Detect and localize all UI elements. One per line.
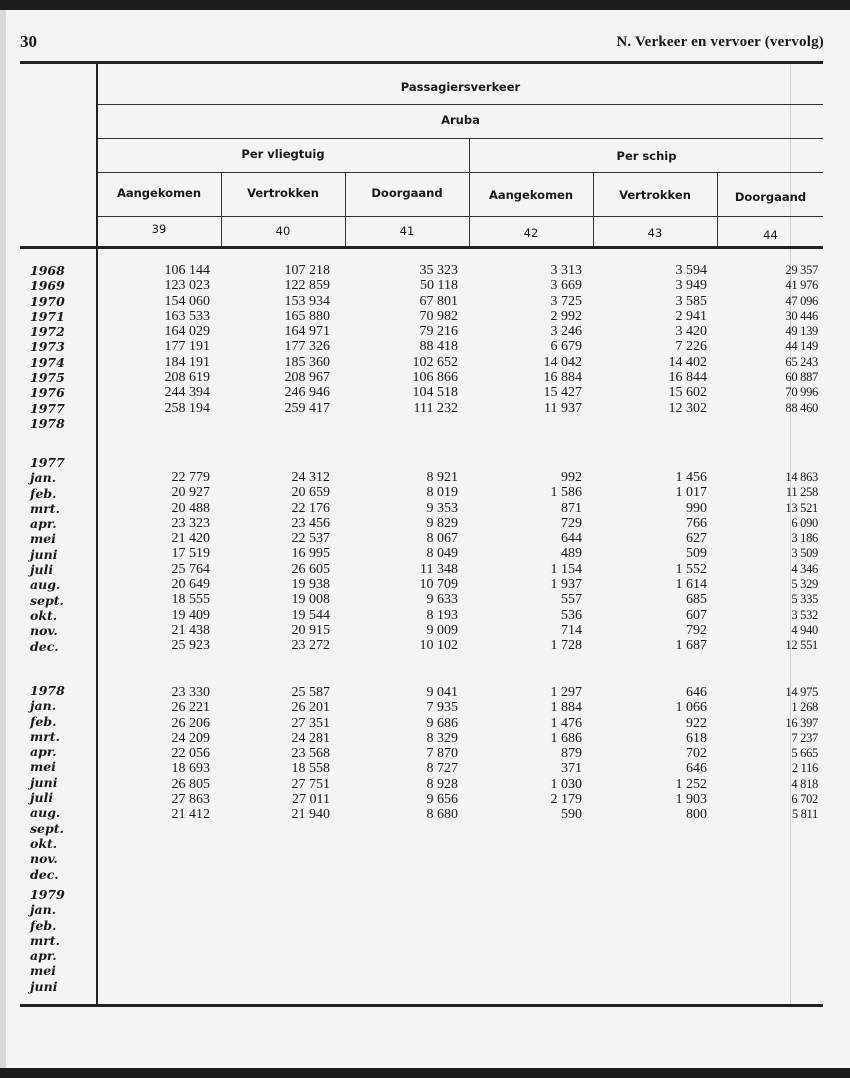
cell: 4 818	[791, 776, 818, 791]
cell: 1 686	[550, 730, 582, 746]
stub-year: 1975	[30, 370, 65, 386]
stub-month: mei	[30, 759, 56, 775]
cell: 557	[561, 592, 582, 608]
cell: 607	[686, 607, 707, 623]
monthly-1978-col-42	[500, 685, 582, 823]
cell: 644	[561, 531, 582, 547]
header-col-40-num: 40	[275, 224, 291, 238]
cell: 177 191	[164, 339, 210, 355]
annual-col-39	[130, 263, 210, 416]
cell: 15 427	[543, 385, 582, 401]
annual-col-43	[625, 263, 707, 416]
scan-top-edge	[0, 0, 850, 10]
cell: 20 649	[171, 577, 210, 593]
cell: 6 679	[550, 339, 582, 355]
cell: 8 049	[426, 546, 458, 562]
cell: 3 594	[675, 263, 707, 278]
monthly-1979-stub	[30, 887, 65, 994]
cell: 702	[686, 746, 707, 762]
header-rule-2	[98, 138, 823, 139]
cell: 879	[561, 746, 582, 762]
stub-column-divider	[96, 63, 98, 1004]
cell: 7 226	[675, 339, 707, 355]
cell: 20 659	[291, 485, 330, 501]
cell: 489	[561, 546, 582, 562]
cell: 8 680	[426, 807, 458, 823]
cell: 1 066	[675, 700, 707, 716]
cell: 165 880	[284, 308, 330, 324]
cell: 208 619	[164, 370, 210, 386]
stub-month: dec.	[30, 638, 59, 654]
header-passagiersverkeer: Passagiersverkeer	[400, 80, 521, 94]
cell: 646	[686, 761, 707, 777]
cell: 4 346	[791, 561, 818, 576]
monthly-1978-col-44	[750, 685, 818, 823]
cell: 21 420	[171, 531, 210, 547]
stub-month: mrt.	[30, 728, 60, 744]
stub-month: feb.	[30, 917, 57, 933]
stub-month: okt.	[30, 607, 58, 623]
monthly-1978-col-39	[130, 685, 210, 823]
cell: 23 323	[171, 515, 210, 531]
cell: 7 935	[426, 700, 458, 716]
cell: 19 008	[291, 592, 330, 608]
header-col-43-label: Vertrokken	[619, 188, 691, 202]
cell: 244 394	[164, 385, 210, 401]
cell: 67 801	[419, 293, 458, 309]
cell: 7 237	[791, 730, 818, 745]
cell: 20 915	[291, 622, 330, 638]
stub-year: 1973	[30, 339, 65, 355]
cell: 10 709	[419, 577, 458, 593]
scan-left-edge	[0, 10, 6, 1068]
cell: 123 023	[164, 278, 210, 294]
cell: 11 937	[544, 400, 582, 416]
cell: 184 191	[164, 354, 210, 370]
stub-month: mrt.	[30, 932, 60, 948]
cell: 25 587	[291, 685, 330, 700]
cell: 26 221	[171, 700, 210, 716]
cell: 153 934	[284, 293, 330, 309]
cell: 10 102	[419, 638, 458, 654]
cell: 618	[686, 730, 707, 746]
cell: 16 884	[543, 370, 582, 386]
cell: 1 903	[675, 792, 707, 808]
cell: 122 859	[284, 278, 330, 294]
cell: 8 193	[426, 607, 458, 623]
cell: 8 329	[426, 730, 458, 746]
cell: 24 312	[291, 470, 330, 485]
stub-month: sept.	[30, 592, 64, 608]
cell: 107 218	[284, 263, 330, 278]
header-col-44-num: 44	[763, 228, 778, 242]
cell: 23 568	[291, 746, 330, 762]
stub-year-heading: 1977	[30, 455, 65, 470]
cell: 3 313	[550, 263, 582, 278]
cell: 1 614	[675, 577, 707, 593]
annual-col-44	[750, 263, 818, 416]
stub-month: jan.	[30, 470, 57, 486]
cell: 16 397	[785, 715, 818, 730]
cell: 23 330	[171, 685, 210, 700]
header-col-42-label: Aangekomen	[488, 188, 574, 202]
stub-month: nov.	[30, 851, 58, 867]
stub-month: juni	[30, 774, 58, 790]
stub-month: apr.	[30, 948, 57, 964]
cell: 8 067	[426, 531, 458, 547]
stub-month: apr.	[30, 744, 57, 760]
monthly-1978-col-41	[380, 685, 458, 823]
stub-year: 1968	[30, 263, 65, 278]
monthly-1977-col-41	[380, 470, 458, 654]
cell: 3 949	[675, 278, 707, 294]
table-bottom-rule	[20, 1004, 823, 1007]
cell: 3 532	[791, 607, 818, 622]
cell: 23 272	[291, 638, 330, 654]
stub-month: nov.	[30, 623, 58, 639]
cell: 44 149	[785, 339, 818, 354]
stub-month: mrt.	[30, 500, 60, 516]
header-col-41-num: 41	[399, 224, 415, 238]
cell: 9 829	[426, 515, 458, 531]
header-rule-4	[98, 216, 823, 217]
cell: 590	[561, 807, 582, 823]
cell: 27 011	[292, 792, 330, 808]
cell: 1 017	[675, 485, 707, 501]
cell: 26 206	[171, 715, 210, 731]
cell: 3 186	[791, 531, 818, 546]
cell: 154 060	[164, 293, 210, 309]
cell: 9 041	[426, 685, 458, 700]
cell: 4 940	[791, 622, 818, 637]
cell: 8 928	[426, 776, 458, 792]
cell: 24 281	[291, 730, 330, 746]
cell: 22 537	[291, 531, 330, 547]
cell: 12 551	[785, 638, 818, 653]
cell: 88 460	[785, 400, 818, 415]
page-number: 30	[20, 32, 37, 51]
cell: 18 693	[171, 761, 210, 777]
cell: 49 139	[785, 324, 818, 339]
cell: 1 728	[550, 638, 582, 654]
scan-bottom-edge	[0, 1068, 850, 1078]
cell: 19 544	[291, 607, 330, 623]
cell: 3 246	[550, 324, 582, 340]
stub-year-heading: 1979	[30, 887, 65, 902]
stub-year: 1972	[30, 324, 65, 340]
cell: 208 967	[284, 370, 330, 386]
cell: 41 976	[785, 278, 818, 293]
cell: 2 941	[675, 308, 707, 324]
cell: 8 921	[426, 470, 458, 485]
cell: 19 409	[171, 607, 210, 623]
cell: 14 402	[668, 354, 707, 370]
cell: 26 805	[171, 776, 210, 792]
cell: 22 779	[171, 470, 210, 485]
cell: 6 090	[791, 515, 818, 530]
cell: 9 686	[426, 715, 458, 731]
monthly-1977-col-43	[625, 470, 707, 654]
cell: 5 665	[791, 746, 818, 761]
cell: 111 232	[413, 400, 458, 416]
cell: 9 353	[426, 500, 458, 516]
cell: 685	[686, 592, 707, 608]
cell: 47 096	[785, 293, 818, 308]
cell: 536	[561, 607, 582, 623]
cell: 177 326	[284, 339, 330, 355]
cell: 627	[686, 531, 707, 547]
cell: 9 009	[426, 622, 458, 638]
cell: 13 521	[785, 500, 818, 515]
cell: 3 585	[675, 293, 707, 309]
stub-month: feb.	[30, 485, 57, 501]
cell: 258 194	[164, 400, 210, 416]
cell: 3 669	[550, 278, 582, 294]
cell: 2 116	[791, 761, 818, 776]
cell: 16 844	[668, 370, 707, 386]
cell: 729	[561, 515, 582, 531]
cell: 1 268	[791, 700, 818, 715]
cell: 1 252	[675, 776, 707, 792]
cell: 1 586	[550, 485, 582, 501]
section-title: N. Verkeer en vervoer (vervolg)	[616, 34, 824, 50]
cell: 24 209	[171, 730, 210, 746]
cell: 70 982	[419, 308, 458, 324]
stub-month: sept.	[30, 820, 64, 836]
cell: 1 456	[675, 470, 707, 485]
cell: 19 938	[291, 577, 330, 593]
cell: 25 764	[171, 561, 210, 577]
cell: 163 533	[164, 308, 210, 324]
stub-month: feb.	[30, 713, 57, 729]
header-aruba: Aruba	[441, 113, 480, 127]
stub-year-heading: 1978	[30, 683, 65, 698]
cell: 27 751	[291, 776, 330, 792]
cell: 3 420	[675, 324, 707, 340]
cell: 5 329	[791, 577, 818, 592]
monthly-1978-stub	[30, 683, 65, 882]
cell: 3 725	[550, 293, 582, 309]
cell: 21 438	[171, 622, 210, 638]
cell: 6 702	[791, 792, 818, 807]
cell: 21 412	[171, 807, 210, 823]
header-rule-1	[98, 104, 823, 105]
header-col-41-label: Doorgaand	[371, 186, 443, 200]
header-col-40-label: Vertrokken	[247, 186, 319, 200]
cell: 259 417	[284, 400, 330, 416]
cell: 871	[561, 500, 582, 516]
stub-month: jan.	[30, 902, 57, 918]
stub-year: 1970	[30, 293, 65, 309]
monthly-1977-stub	[30, 455, 65, 654]
cell: 30 446	[785, 308, 818, 323]
cell: 26 605	[291, 561, 330, 577]
cell: 7 870	[426, 746, 458, 762]
cell: 164 971	[284, 324, 330, 340]
cell: 11 258	[785, 485, 818, 500]
stub-month: aug.	[30, 805, 61, 821]
cell: 65 243	[785, 354, 818, 369]
annual-col-41	[380, 263, 458, 416]
cell: 12 302	[668, 400, 707, 416]
stub-month: juli	[30, 790, 54, 806]
cell: 27 863	[171, 792, 210, 808]
cell: 1 297	[550, 685, 582, 700]
stub-year: 1977	[30, 400, 65, 416]
cell: 22 056	[171, 746, 210, 762]
stub-month: jan.	[30, 698, 57, 714]
stub-month: juni	[30, 978, 58, 994]
cell: 9 633	[426, 592, 458, 608]
stub-month: dec.	[30, 866, 59, 882]
cell: 714	[561, 622, 582, 638]
cell: 1 937	[550, 577, 582, 593]
cell: 14 975	[785, 685, 818, 699]
header-col-43-num: 43	[647, 226, 663, 240]
cell: 25 923	[171, 638, 210, 654]
cell: 20 488	[171, 500, 210, 516]
cell: 1 476	[550, 715, 582, 731]
cell: 60 887	[785, 370, 818, 385]
annual-col-40	[250, 263, 330, 416]
cell: 792	[686, 622, 707, 638]
cell: 35 323	[419, 263, 458, 278]
cell: 21 940	[291, 807, 330, 823]
stub-month: okt.	[30, 835, 58, 851]
table-top-rule	[20, 61, 823, 64]
cell: 1 552	[675, 561, 707, 577]
header-col-39-label: Aangekomen	[116, 186, 202, 200]
stub-month: juli	[30, 562, 54, 578]
cell: 509	[686, 546, 707, 562]
cell: 15 602	[668, 385, 707, 401]
stub-year: 1976	[30, 385, 65, 401]
cell: 164 029	[164, 324, 210, 340]
header-rule-3	[98, 172, 823, 173]
cell: 185 360	[284, 354, 330, 370]
cell: 1 884	[550, 700, 582, 716]
stub-year: 1971	[30, 308, 65, 324]
cell: 8 019	[426, 485, 458, 501]
stub-month: aug.	[30, 577, 61, 593]
cell: 29 357	[785, 263, 818, 277]
cell: 14 863	[785, 470, 818, 484]
cell: 1 030	[550, 776, 582, 792]
cell: 3 509	[791, 546, 818, 561]
annual-col-42	[500, 263, 582, 416]
cell: 22 176	[291, 500, 330, 516]
cell: 79 216	[419, 324, 458, 340]
header-col-39-num: 39	[151, 222, 167, 236]
stub-month: juni	[30, 546, 58, 562]
cell: 18 558	[291, 761, 330, 777]
cell: 104 518	[412, 385, 458, 401]
cell: 5 811	[791, 807, 818, 822]
monthly-1978-col-40	[250, 685, 330, 823]
cell: 70 996	[785, 385, 818, 400]
monthly-1978-col-43	[625, 685, 707, 823]
stub-month: mei	[30, 963, 56, 979]
stub-year: 1978	[30, 415, 65, 431]
cell: 102 652	[412, 354, 458, 370]
cell: 17 519	[171, 546, 210, 562]
header-per-schip: Per schip	[616, 149, 677, 163]
stub-month: apr.	[30, 516, 57, 532]
cell: 18 555	[171, 592, 210, 608]
stub-year: 1969	[30, 278, 65, 294]
cell: 2 992	[550, 308, 582, 324]
cell: 27 351	[291, 715, 330, 731]
cell: 646	[686, 685, 707, 700]
cell: 8 727	[426, 761, 458, 777]
cell: 992	[561, 470, 582, 485]
cell: 16 995	[291, 546, 330, 562]
header-col-42-num: 42	[523, 226, 539, 240]
cell: 106 144	[164, 263, 210, 278]
cell: 26 201	[291, 700, 330, 716]
cell: 9 656	[426, 792, 458, 808]
cell: 88 418	[419, 339, 458, 355]
stub-month: mei	[30, 531, 56, 547]
header-col-44-label: Doorgaand	[734, 190, 807, 204]
monthly-1977-col-42	[500, 470, 582, 654]
table-header-bottom-rule	[20, 246, 823, 249]
cell: 922	[686, 715, 707, 731]
cell: 990	[686, 500, 707, 516]
monthly-1977-col-40	[250, 470, 330, 654]
cell: 23 456	[291, 515, 330, 531]
cell: 5 335	[791, 592, 818, 607]
cell: 766	[686, 515, 707, 531]
cell: 50 118	[420, 278, 458, 294]
cell: 246 946	[284, 385, 330, 401]
monthly-1977-col-44	[750, 470, 818, 654]
cell: 14 042	[543, 354, 582, 370]
annual-stub	[30, 263, 65, 431]
monthly-1977-col-39	[130, 470, 210, 654]
cell: 2 179	[550, 792, 582, 808]
header-per-vliegtuig: Per vliegtuig	[241, 147, 325, 161]
cell: 1 154	[550, 561, 582, 577]
cell: 800	[686, 807, 707, 823]
cell: 1 687	[675, 638, 707, 654]
cell: 20 927	[171, 485, 210, 501]
cell: 106 866	[412, 370, 458, 386]
cell: 11 348	[420, 561, 458, 577]
cell: 371	[561, 761, 582, 777]
stub-year: 1974	[30, 354, 65, 370]
